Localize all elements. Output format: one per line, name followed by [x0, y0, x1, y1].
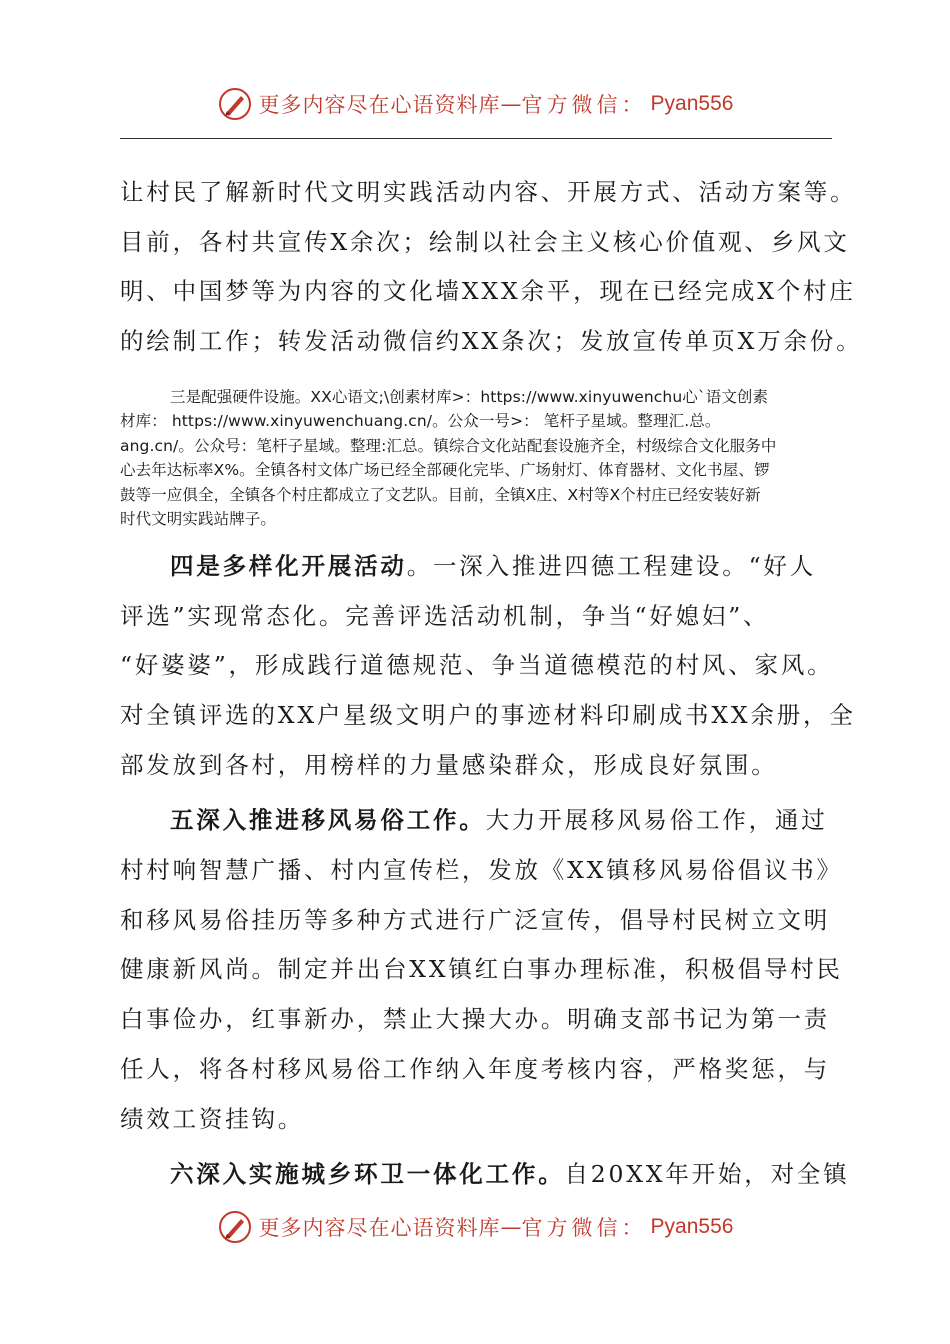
document-body — [120, 168, 863, 1200]
text-line: 绩效工资挂钩。 — [120, 1104, 305, 1133]
text-line: 健康新风尚。制定并出台XX镇红白事办理标准，积极倡导村民 — [120, 955, 843, 984]
text-line — [120, 1150, 850, 1200]
text-line: 任人，将各村移风易俗工作纳入年度考核内容，严格奖惩，与 — [120, 1054, 831, 1083]
header-brand-text: 更多内容尽在心语资料库 — [258, 93, 501, 117]
paragraph-activities — [120, 542, 856, 791]
text-run: 。一深入推进四德工程建设。“好人 — [406, 551, 817, 580]
text-line: 的绘制工作；转发活动微信约XX条次；发放宣传单页X万余份。 — [120, 327, 863, 356]
paragraph-sanitation — [120, 1150, 850, 1200]
text-line: 对全镇评选的XX户星级文明户的事迹材料印刷成书XX余册，全 — [120, 700, 856, 729]
header-wechat-id: Pyan556 — [650, 92, 734, 115]
text-line: 时代文明实践站牌子。 — [120, 510, 277, 529]
text-line: 白事俭办，红事新办，禁止大操大办。明确支部书记为第一责 — [120, 1005, 831, 1034]
text-line: 目前，各村共宣传X余次；绘制以社会主义核心价值观、乡风文 — [120, 227, 850, 256]
text-line: 心去年达标率X%。全镇各村文体广场已经全部硬化完毕、广场射灯、体育器材、文化书屋、锣 — [120, 461, 770, 480]
text-run: 大力开展移风易俗工作，通过 — [485, 806, 828, 835]
text-line: “好婆婆”，形成践行道德规范、争当道德模范的村风、家风。 — [120, 651, 834, 680]
paragraph-publicity — [120, 168, 863, 367]
section-heading: 五深入推进移风易俗工作。 — [170, 806, 486, 835]
page-footer-watermark — [0, 1199, 950, 1255]
paragraph-hardware-facilities — [120, 385, 832, 532]
text-line — [120, 796, 832, 846]
text-line: 明、中国梦等为内容的文化墙XXX余平，现在已经完成X个村庄 — [120, 277, 856, 306]
pen-logo-icon — [217, 86, 253, 122]
footer-official-label: 官方微信： — [521, 1216, 647, 1240]
section-heading: 六深入实施城乡环卫一体化工作。 — [170, 1160, 565, 1189]
footer-brand-text: 更多内容尽在心语资料库 — [258, 1216, 501, 1240]
section-heading: 四是多样化开展活动 — [170, 551, 407, 580]
text-line: 材库： https://www.xinyuwenchuang.cn/。公众一号>： 笔杆子星域。整理汇.总。 — [120, 412, 721, 431]
text-line: ang.cn/。公众号：笔杆子星域。整理:汇总。镇综合文化站配套设施齐全，村级综合文化服务中 — [120, 436, 777, 455]
text-line: 让村民了解新时代文明实践活动内容、开展方式、活动方案等。 — [120, 178, 857, 206]
text-run: 自20XX年开始，对全镇 — [564, 1160, 850, 1189]
text-line: 鼓等一应俱全，全镇各个村庄都成立了文艺队。目前，全镇X庄、X村等X个村庄已经安装好新 — [120, 485, 761, 504]
pen-logo-icon — [217, 1209, 253, 1245]
text-line: 村村响智慧广播、村内宣传栏，发放《XX镇移风易俗倡议书》 — [120, 856, 843, 885]
text-line: 部发放到各村，用榜样的力量感染群众，形成良好氛围。 — [120, 750, 778, 779]
text-line: 评选”实现常态化。完善评选活动机制，争当“好媳妇”、 — [120, 601, 770, 630]
text-line: 和移风易俗挂历等多种方式进行广泛宣传，倡导村民树立文明 — [120, 905, 831, 934]
paragraph-customs-reform — [120, 796, 843, 1144]
page-header-watermark — [0, 76, 950, 132]
header-official-label: 官方微信： — [521, 93, 647, 117]
text-line: 三是配强硬件设施。XX心语文;\创素材库>：https://www.xinyuwenchu心`语文创素 — [170, 387, 769, 406]
footer-wechat-id: Pyan556 — [650, 1215, 734, 1238]
header-divider — [120, 138, 832, 139]
text-line — [120, 542, 832, 592]
header-dash: — — [500, 92, 522, 116]
footer-dash: — — [500, 1215, 522, 1239]
